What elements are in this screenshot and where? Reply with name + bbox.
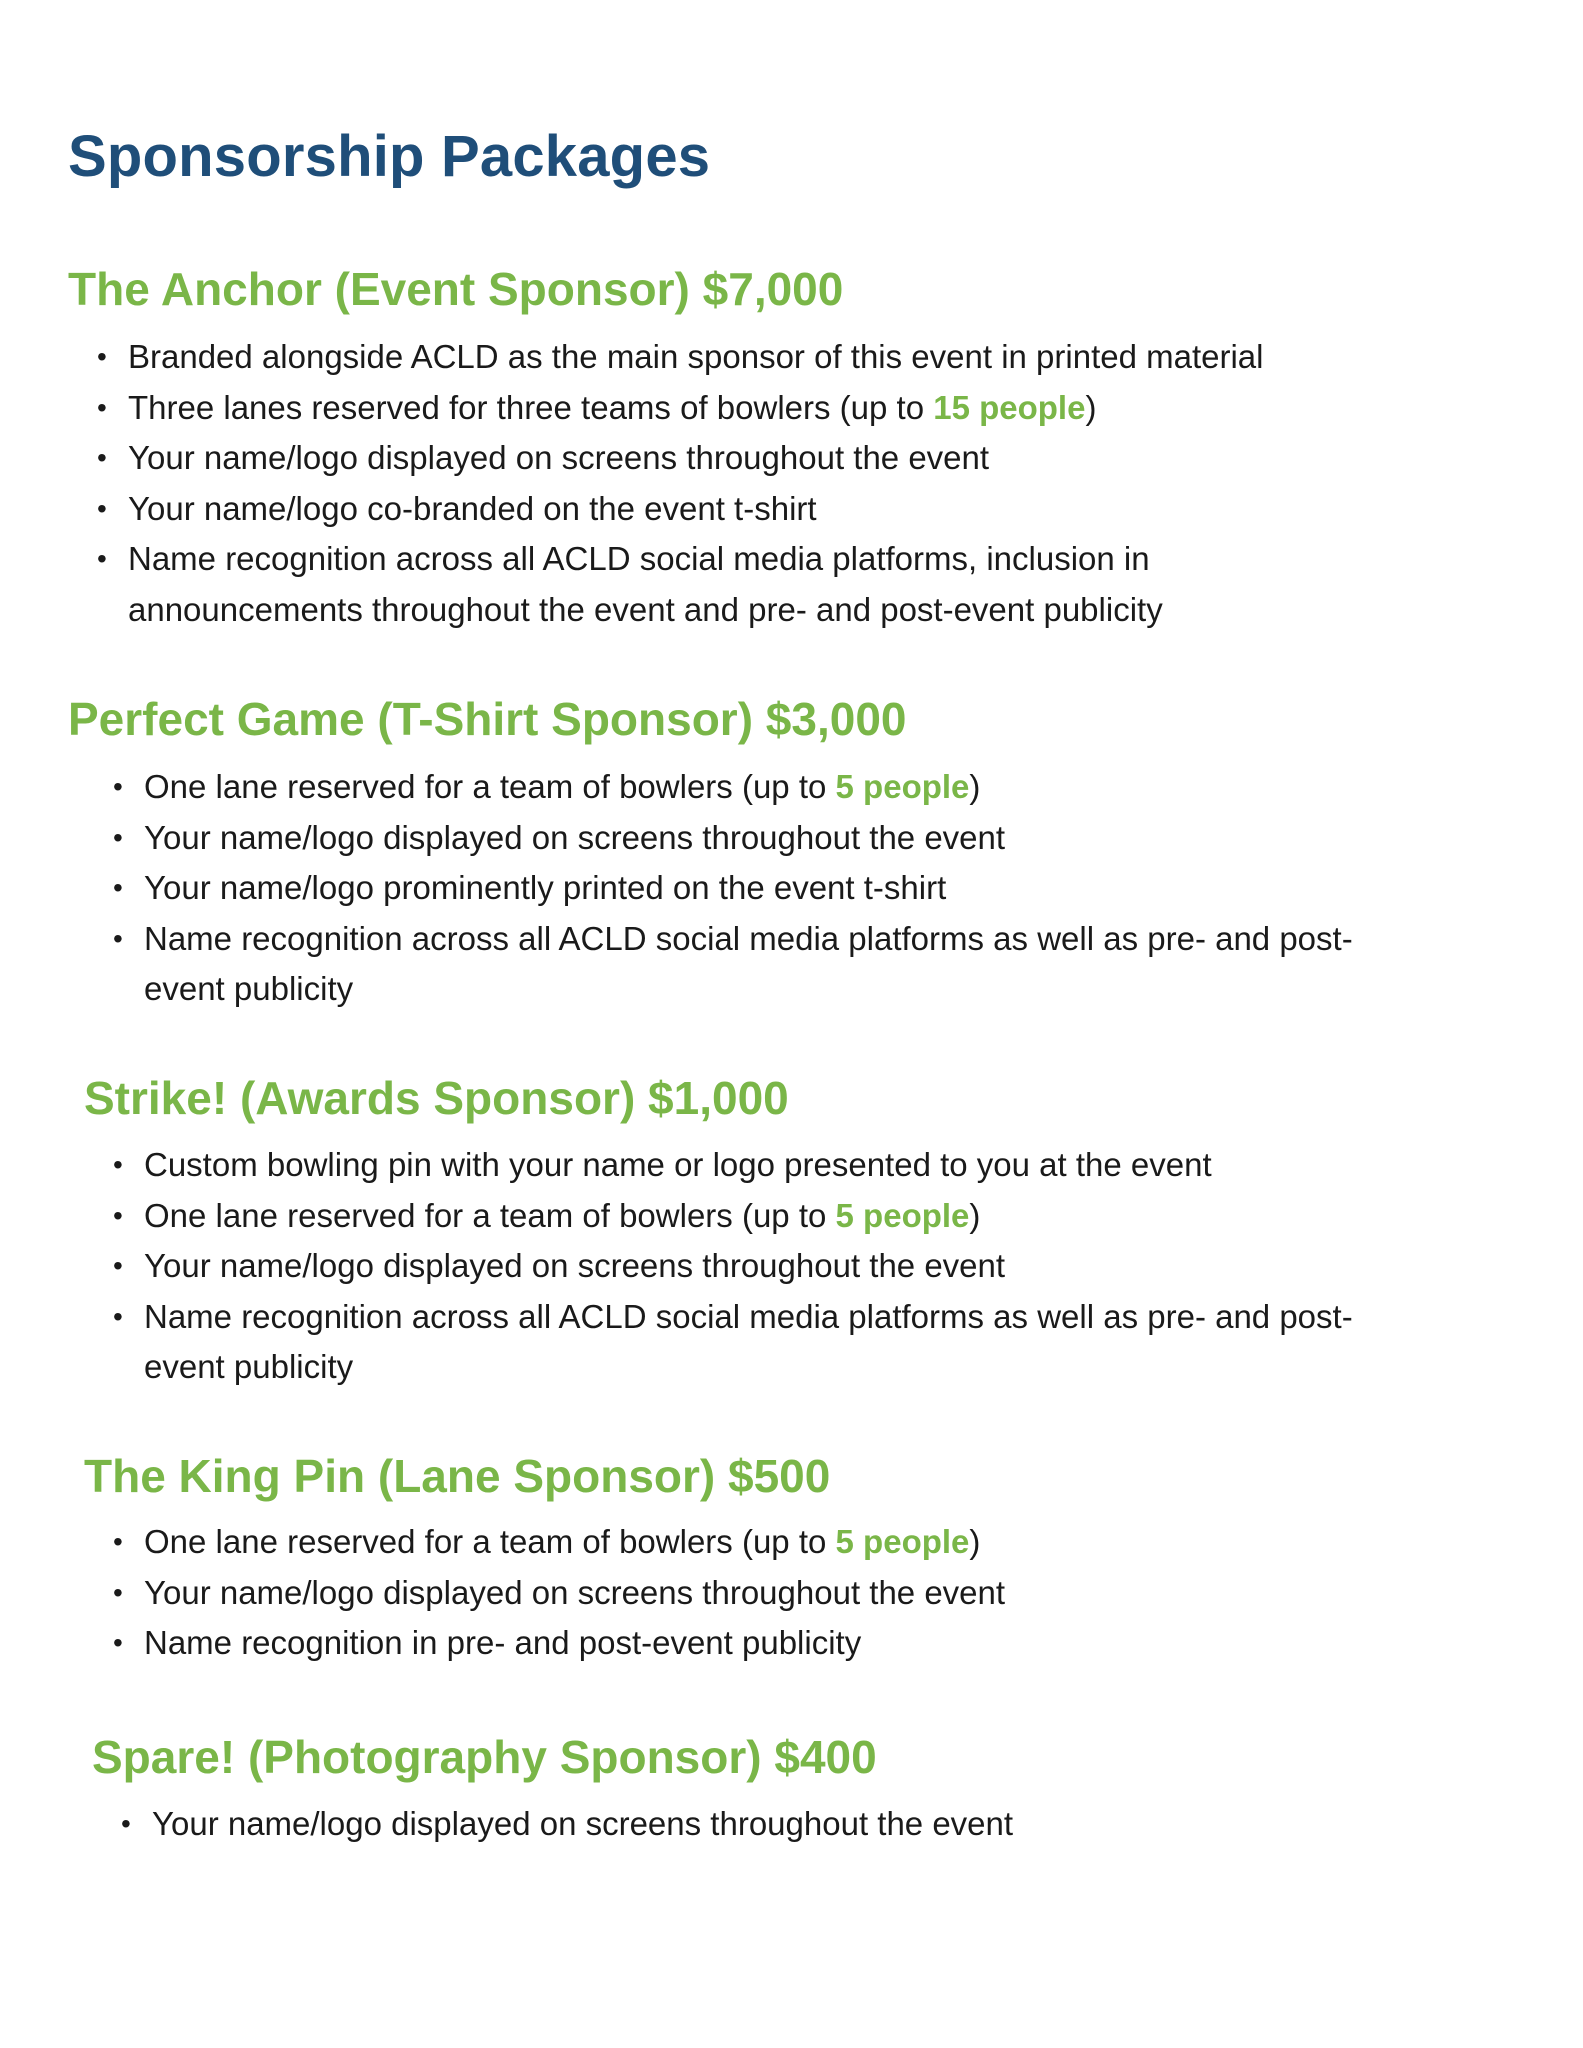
bullet-icon: • [97, 492, 107, 524]
list-item: • Your name/logo displayed on screens throughout the event [84, 1568, 1484, 1619]
bullet-icon: • [121, 1808, 131, 1839]
benefit-list [84, 1140, 1484, 1393]
bullet-icon: • [113, 1300, 123, 1332]
bullet-icon: • [113, 872, 123, 903]
bullet-icon: • [97, 391, 107, 423]
list-item: • Three lanes reserved for three teams of bowlers (up to 15 people) [68, 383, 1468, 434]
list-item: • Your name/logo displayed on screens throughout the event [84, 1241, 1484, 1292]
bullet-icon: • [113, 1576, 123, 1608]
benefit-list [92, 1799, 1492, 1850]
bullet-icon: • [97, 442, 107, 473]
bullet-icon: • [113, 1149, 123, 1180]
list-item: • Your name/logo displayed on screens throughout the event [84, 813, 1484, 864]
package-heading: Perfect Game (T-Shirt Sponsor) $3,000 [68, 693, 907, 745]
list-item: • One lane reserved for a team of bowlers (up to 5 people) [84, 762, 1484, 813]
list-item: • Your name/logo co-branded on the event t-shirt [68, 484, 1468, 535]
bullet-icon: • [113, 771, 123, 802]
benefit-list [84, 1517, 1484, 1669]
package-heading: The King Pin (Lane Sponsor) $500 [84, 1450, 831, 1502]
list-item: • Name recognition across all ACLD social media platforms as well as pre- and post- event publicity [84, 1292, 1484, 1393]
list-item: • Name recognition across all ACLD social media platforms, inclusion in announcements throughout the event and pre- and post-event publicity [68, 534, 1468, 635]
highlight-text: 5 people [835, 1523, 970, 1560]
package-heading: Spare! (Photography Sponsor) $400 [92, 1731, 877, 1783]
list-item: • Name recognition across all ACLD social media platforms as well as pre- and post- event publicity [84, 914, 1484, 1015]
list-item: • Your name/logo prominently printed on the event t-shirt [84, 863, 1484, 914]
list-item: • Name recognition in pre- and post-event publicity [84, 1618, 1484, 1669]
list-item: • One lane reserved for a team of bowlers (up to 5 people) [84, 1191, 1484, 1242]
highlight-text: 5 people [835, 768, 970, 805]
page-title: Sponsorship Packages [68, 124, 711, 189]
bullet-icon: • [113, 1526, 123, 1557]
highlight-text: 5 people [835, 1196, 970, 1234]
bullet-icon: • [97, 341, 107, 372]
package-heading: Strike! (Awards Sponsor) $1,000 [84, 1072, 789, 1124]
bullet-icon: • [113, 1627, 123, 1658]
list-item: • Your name/logo displayed on screens throughout the event [68, 433, 1468, 484]
bullet-icon: • [113, 1199, 123, 1231]
list-item: • Branded alongside ACLD as the main sponsor of this event in printed material [68, 332, 1468, 383]
bullet-icon: • [113, 922, 123, 954]
bullet-icon: • [97, 543, 107, 574]
benefit-list [68, 332, 1468, 635]
benefit-list [84, 762, 1484, 1015]
list-item: • One lane reserved for a team of bowlers (up to 5 people) [84, 1517, 1484, 1568]
package-heading: The Anchor (Event Sponsor) $7,000 [68, 263, 844, 315]
bullet-icon: • [113, 821, 123, 853]
bullet-icon: • [113, 1250, 123, 1281]
list-item: • Your name/logo displayed on screens throughout the event [92, 1799, 1492, 1850]
list-item: • Custom bowling pin with your name or logo presented to you at the event [84, 1140, 1484, 1191]
highlight-text: 15 people [933, 388, 1086, 426]
